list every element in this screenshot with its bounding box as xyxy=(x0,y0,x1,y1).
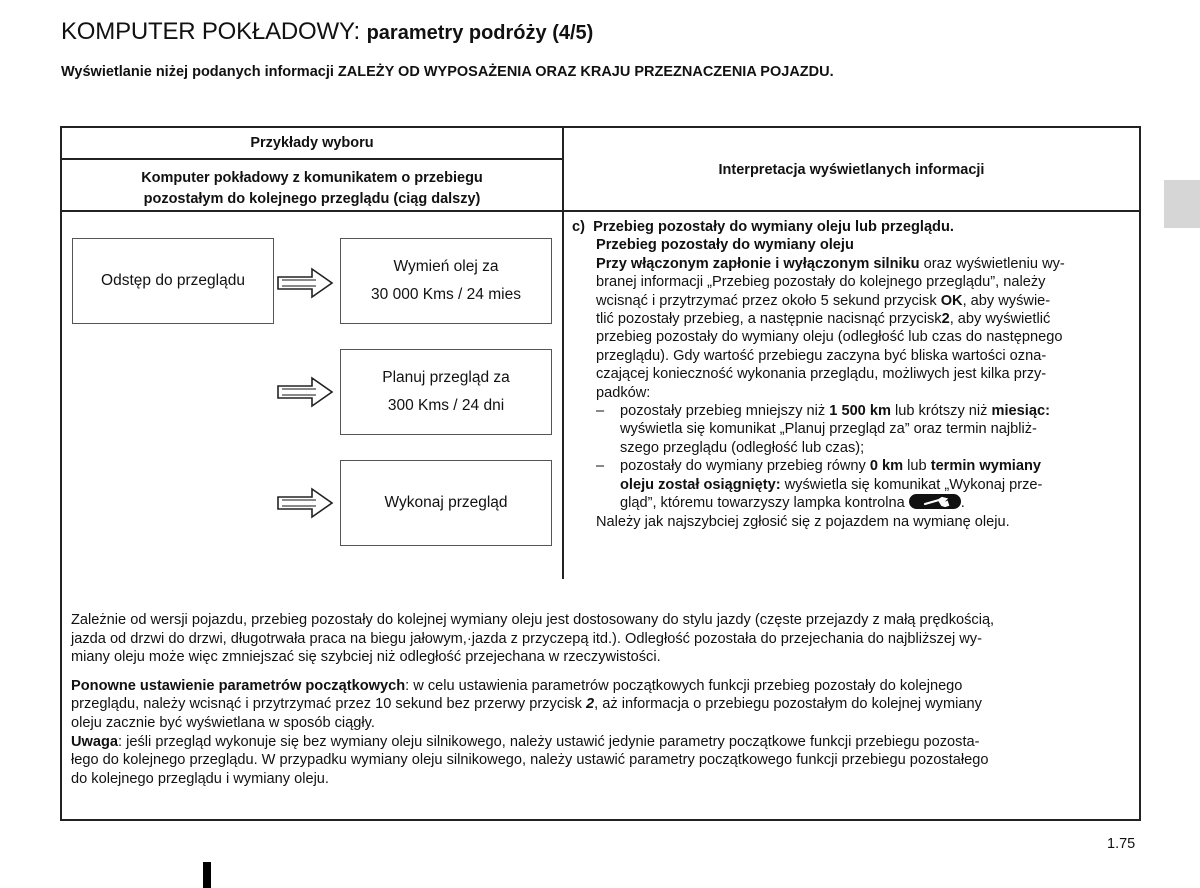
section-c-subheading: Przebieg pozostały do wymiany oleju xyxy=(596,237,854,254)
service-wrench-warning-lamp-icon xyxy=(909,494,961,509)
left-header-computer: Komputer pokładowy z komunikatem o przebiegu pozostałym do kolejnego przeglądu (ciąg dalszy) xyxy=(141,170,483,207)
double-arrow-right-icon xyxy=(276,486,334,520)
left-header-divider xyxy=(62,158,563,160)
note-line: jazda od drzwi do drzwi, długotrwała praca na biegu jałowym,·jazda z przyczepą itd.). Odległość pozostała do przejechania do najbliższej wy- xyxy=(71,630,982,647)
note-line: przeglądu, należy wcisnąć i przytrzymać przez 10 sekund bez przerwy przycisk 2, aż informacja o przebiegu pozostałym do kolejnej wymiany xyxy=(71,696,982,713)
section-c-heading: c) Przebieg pozostały do wymiany oleju lub przeglądu. xyxy=(572,219,954,235)
display-box-interval: Odstęp do przeglądu xyxy=(72,238,274,324)
display-box-plan-service: Planuj przegląd za 300 Kms / 24 dni xyxy=(340,349,552,435)
bullet-item: – pozostały do wymiany przebieg równy 0 km lub termin wymiany xyxy=(596,458,1042,475)
paragraph-line: przeglądu). Gdy wartość przebiegu zaczyna być bliska wartości ozna- xyxy=(596,347,1047,364)
paragraph-line: czającej konieczność wykonania przeglądu, możliwych jest kilka przy- xyxy=(596,366,1047,383)
note-line: oleju zacznie być wyświetlana w sposób ciągły. xyxy=(71,714,375,731)
section-tab-marker xyxy=(1164,180,1200,228)
display-box-do-service: Wykonaj przegląd xyxy=(340,460,552,546)
bullet-line: wyświetla się komunikat „Planuj przegląd za” oraz termin najbliż- xyxy=(620,421,1037,438)
bullet-line: gląd”, któremu towarzyszy lampka kontrolna . xyxy=(620,495,965,512)
paragraph-line: wcisnąć i przytrzymać przez około 5 sekund przycisk OK, aby wyświe- xyxy=(596,292,1051,309)
paragraph-line: Przy włączonym zapłonie i wyłączonym silniku oraz wyświetleniu wy- xyxy=(596,255,1065,272)
note-line: do kolejnego przeglądu i wymiany oleju. xyxy=(71,770,329,787)
page-title-sub: parametry podróży (4/5) xyxy=(366,22,594,44)
paragraph-line: padków: xyxy=(596,384,651,401)
left-header-examples: Przykłady wyboru xyxy=(250,135,374,151)
display-box-oil-change: Wymień olej za 30 000 Kms / 24 mies xyxy=(340,238,552,324)
paragraph-line: branej informacji „Przebieg pozostały do kolejnego przeglądu”, należy xyxy=(596,274,1046,291)
bullet-item: – pozostały przebieg mniejszy niż 1 500 km lub krótszy niż miesiąc: xyxy=(596,403,1050,420)
right-header-interpretation: Interpretacja wyświetlanych informacji xyxy=(718,162,985,178)
note-line: Uwaga: jeśli przegląd wykonuje się bez wymiany oleju silnikowego, należy ustawić jedynie parametry początkowe funkcji przebiegu pozosta- xyxy=(71,733,980,750)
double-arrow-right-icon xyxy=(276,266,334,300)
note-line: Ponowne ustawienie parametrów początkowych: w celu ustawienia parametrów początkowych funkcji przebieg pozostały do kolejnego xyxy=(71,677,963,694)
column-divider xyxy=(562,128,564,579)
closing-line: Należy jak najszybciej zgłosić się z pojazdem na wymianę oleju. xyxy=(596,513,1010,530)
info-table xyxy=(60,126,1141,821)
print-edge-mark xyxy=(203,862,211,888)
page-title-main: KOMPUTER POKŁADOWY: xyxy=(61,18,360,45)
page-subtitle: Wyświetlanie niżej podanych informacji ZALEŻY OD WYPOSAŻENIA ORAZ KRAJU PRZEZNACZENIA POJAZDU. xyxy=(61,64,834,80)
notes-section xyxy=(71,611,1133,788)
interpretation-text xyxy=(572,218,1134,531)
page-number: 1.75 xyxy=(1107,836,1136,852)
header-bottom-divider xyxy=(62,210,1139,212)
note-line: Zależnie od wersji pojazdu, przebieg pozostały do kolejnej wymiany oleju jest dostosowany do stylu jazdy (częste przejazdy z małą prędkością, xyxy=(71,612,995,628)
paragraph-line: przebieg pozostały do wymiany oleju (odległość lub czas do następnego xyxy=(596,329,1063,346)
note-line: miany oleju może więc zmniejszać się szybciej niż odległość przejechana w rzeczywistości. xyxy=(71,649,661,666)
bullet-line: oleju został osiągnięty: wyświetla się komunikat „Wykonaj prze- xyxy=(620,476,1043,493)
bullet-line: szego przeglądu (odległość lub czas); xyxy=(620,439,865,456)
page-title xyxy=(61,18,593,46)
double-arrow-right-icon xyxy=(276,375,334,409)
note-line: łego do kolejnego przeglądu. W przypadku wymiany oleju silnikowego, należy ustawić parametry początkowego funkcji przebiegu pozostałego xyxy=(71,752,989,769)
paragraph-line: tlić pozostały przebieg, a następnie nacisnąć przycisk2, aby wyświetlić xyxy=(596,311,1051,328)
